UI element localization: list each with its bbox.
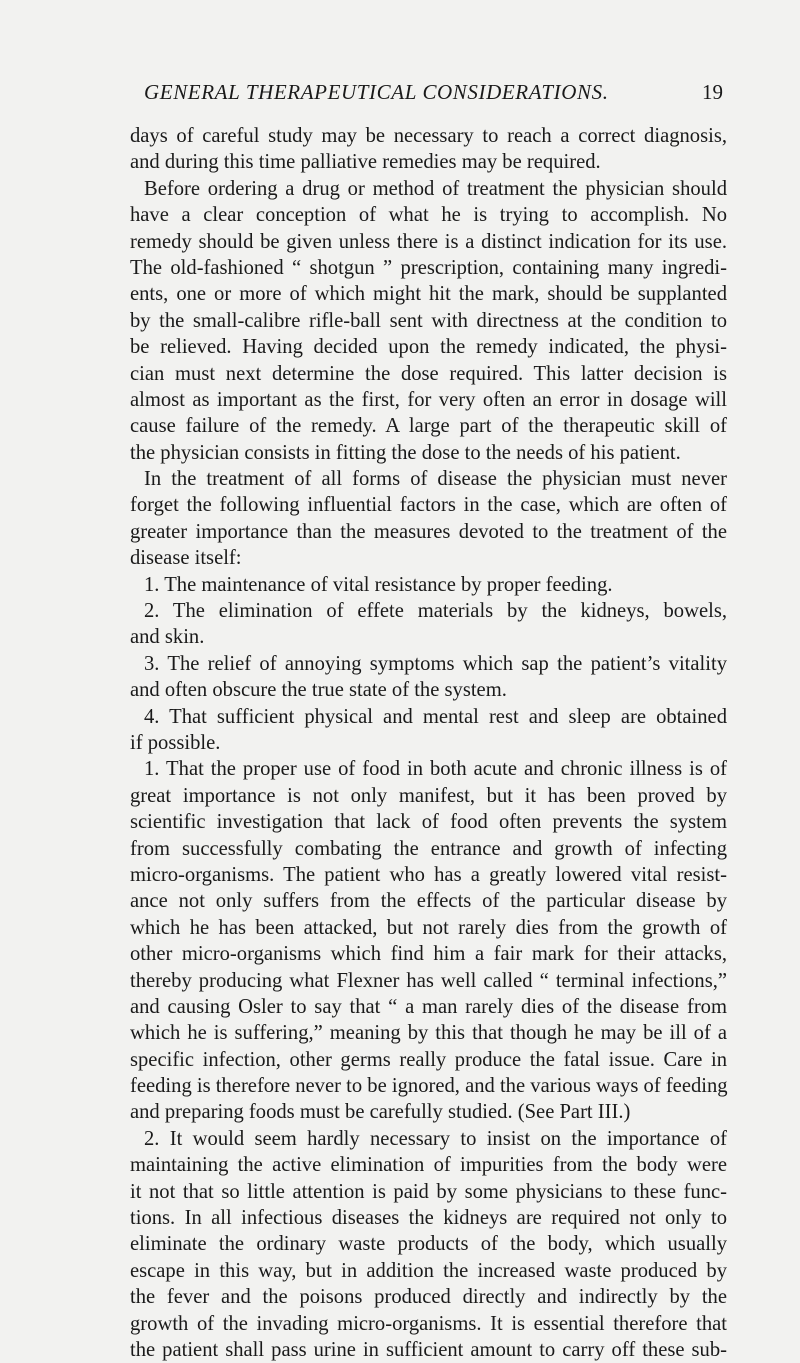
text-line: days of careful study may be necessary to reach a correct diagnosis, — [130, 125, 727, 147]
text-line: the patient shall pass urine in sufficient amount to carry off these sub- — [130, 1338, 727, 1361]
text-line: forget the following influential factors in the case, which are often of — [130, 494, 727, 517]
text-line: have a clear conception of what he is trying to accomplish. No — [130, 204, 727, 227]
text-line: cause failure of the remedy. A large part of the therapeutic skill of — [130, 415, 727, 438]
text-line: the fever and the poisons produced directly and indirectly by the — [130, 1286, 727, 1309]
text-line: be relieved. Having decided upon the remedy indicated, the physi- — [130, 336, 727, 359]
text-line: and often obscure the true state of the system. — [130, 679, 507, 702]
text-line: and skin. — [130, 626, 205, 649]
running-head: GENERAL THERAPEUTICAL CONSIDERATIONS. — [144, 80, 609, 104]
text-line: which he is suffering,” meaning by this that though he may be ill of a — [130, 1022, 727, 1045]
page-header — [130, 80, 723, 110]
text-line: 2. The elimination of effete materials by the kidneys, bowels, — [144, 600, 727, 623]
text-line: greater importance than the measures devoted to the treatment of the — [130, 520, 727, 543]
text-line: ance not only suffers from the effects of the particular disease by — [130, 890, 727, 913]
text-line: 1. The maintenance of vital resistance by proper feeding. — [144, 573, 613, 596]
text-line: ents, one or more of which might hit the mark, should be supplanted — [130, 283, 727, 306]
text-line: which he has been attacked, but not rarely dies from the growth of — [130, 916, 727, 939]
text-line: and during this time palliative remedies may be required. — [130, 151, 601, 174]
text-line: from successfully combating the entrance and growth of infecting — [130, 837, 727, 860]
text-line: scientific investigation that lack of food often prevents the system — [130, 811, 727, 834]
text-line: great importance is not only manifest, but it has been proved by — [130, 784, 727, 807]
text-line: if possible. — [130, 731, 221, 754]
text-line: eliminate the ordinary waste products of the body, which usually — [130, 1233, 727, 1256]
text-line: growth of the invading micro-organisms. It is essential therefore that — [130, 1312, 727, 1335]
text-line: 4. That sufficient physical and mental rest and sleep are obtained — [144, 705, 727, 728]
text-line: The old-fashioned “ shotgun ” prescription, containing many ingredi- — [130, 256, 727, 279]
text-line: 3. The relief of annoying symptoms which sap the patient’s vitality — [144, 652, 727, 675]
text-line: 1. That the proper use of food in both acute and chronic illness is of — [144, 758, 727, 781]
text-line: almost as important as the first, for very often an error in dosage will — [130, 388, 727, 411]
text-line: micro-organisms. The patient who has a greatly lowered vital resist- — [130, 863, 727, 886]
text-line: feeding is therefore never to be ignored, and the various ways of feeding — [130, 1075, 728, 1098]
text-line: specific infection, other germs really produce the fatal issue. Care in — [130, 1048, 727, 1071]
text-line: by the small-calibre rifle-ball sent with directness at the condition to — [130, 309, 727, 332]
text-line: and causing Osler to say that “ a man rarely dies of the disease from — [130, 995, 727, 1018]
text-line: it not that so little attention is paid by some physicians to these func- — [130, 1180, 727, 1203]
text-line: maintaining the active elimination of impurities from the body were — [130, 1154, 727, 1177]
text-line: other micro-organisms which find him a fair mark for their attacks, — [130, 943, 727, 966]
text-line: and preparing foods must be carefully studied. (See Part III.) — [130, 1101, 631, 1124]
text-line: escape in this way, but in addition the increased waste produced by — [130, 1259, 727, 1282]
text-line: the physician consists in fitting the dose to the needs of his patient. — [130, 441, 681, 464]
text-line: disease itself: — [130, 547, 242, 570]
text-line: In the treatment of all forms of disease the physician must never — [144, 468, 727, 491]
page-number: 19 — [702, 80, 723, 104]
text-line: tions. In all infectious diseases the kidneys are required not only to — [130, 1207, 727, 1230]
text-line: Before ordering a drug or method of treatment the physician should — [144, 177, 727, 200]
text-line: remedy should be given unless there is a distinct indication for its use. — [130, 230, 727, 253]
text-line: 2. It would seem hardly necessary to insist on the importance of — [144, 1127, 727, 1150]
text-line: cian must next determine the dose required. This latter decision is — [130, 362, 727, 385]
text-line: thereby producing what Flexner has well called “ terminal infections,” — [130, 969, 727, 992]
body-text — [130, 123, 727, 1363]
